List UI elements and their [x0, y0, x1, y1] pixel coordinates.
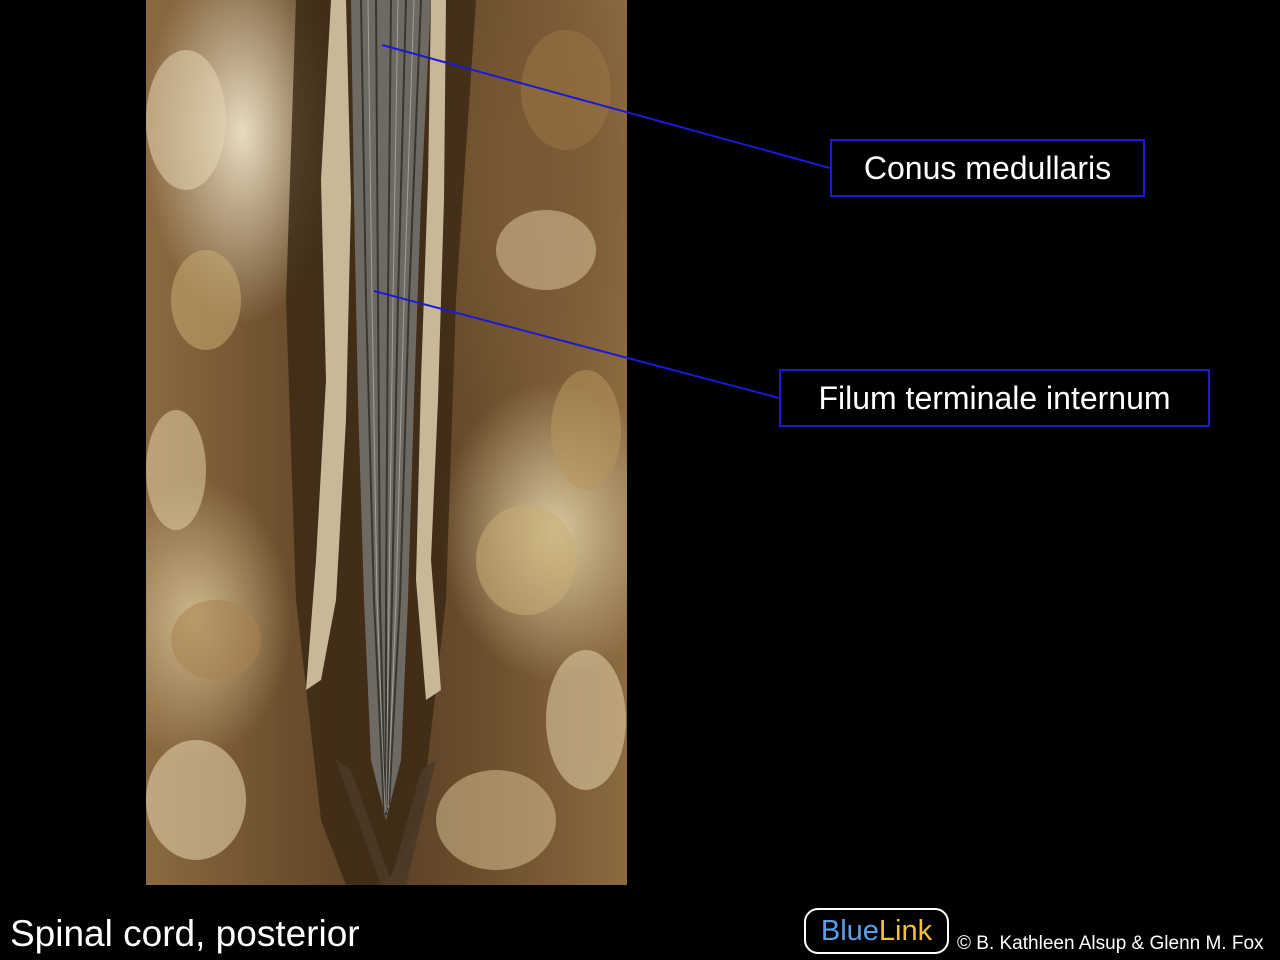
- label-conus-medullaris: Conus medullaris: [830, 139, 1145, 197]
- label-filum-terminale-internum: Filum terminale internum: [779, 369, 1210, 427]
- bluelink-logo: [804, 908, 949, 954]
- copyright-notice: © B. Kathleen Alsup & Glenn M. Fox: [957, 933, 1264, 954]
- logo-text-blue: Blue: [820, 914, 879, 947]
- leader-line-conus: [382, 45, 830, 168]
- logo-text-link: Link: [878, 914, 933, 947]
- leader-line-filum: [374, 291, 779, 398]
- image-caption: Spinal cord, posterior: [10, 913, 360, 954]
